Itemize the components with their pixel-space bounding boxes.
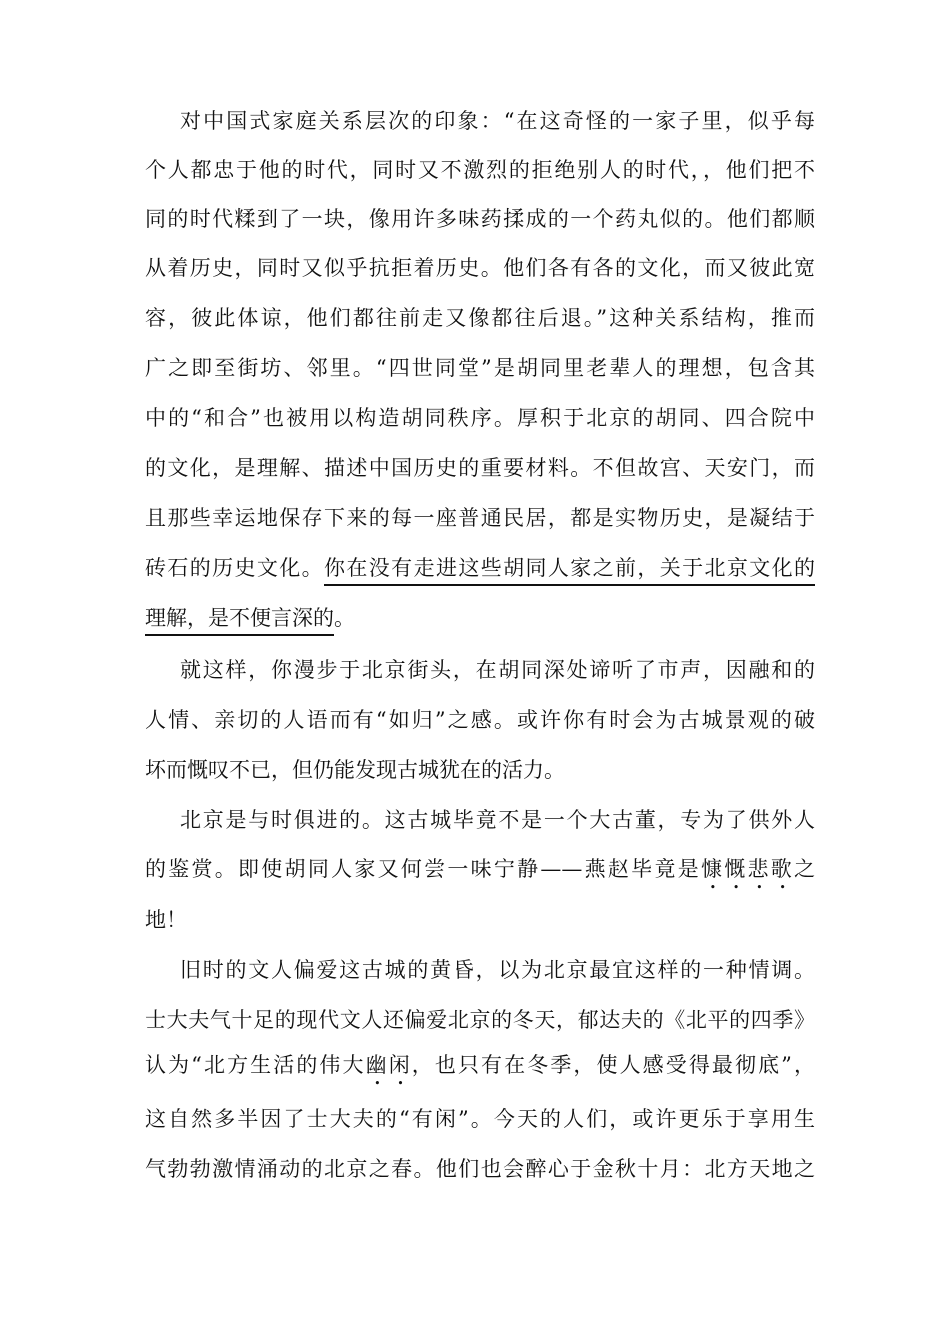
paragraph-3-line-2 <box>145 854 815 890</box>
paragraph-3-line-1: 北京是与时俱进的。这古城毕竟不是一个大古董，专为了供外人 <box>180 808 815 832</box>
paragraph-4-line-1: 旧时的文人偏爱这古城的黄昏，以为北京最宜这样的一种情调。 <box>180 958 815 982</box>
paragraph-1-line-2: 个人都忠于他的时代，同时又不激烈的拒绝别人的时代，，他们把不 <box>145 158 815 182</box>
paragraph-1-line-7: 中的“和合”也被用以构造胡同秩序。厚积于北京的胡同、四合院中 <box>145 406 815 430</box>
paragraph-1-line-9: 且那些幸运地保存下来的每一座普通民居，都是实物历史，是凝结于 <box>145 506 815 530</box>
paragraph-1-line-6: 广之即至街坊、邻里。“四世同堂”是胡同里老辈人的理想，包含其 <box>145 356 815 380</box>
line-3-part-a: 认为“北方生活的伟大 <box>145 1053 366 1077</box>
paragraph-2-line-2: 人情、亲切的人语而有“如归”之感。或许你有时会为古城景观的破 <box>145 708 815 732</box>
line-2-end: 之 <box>794 857 815 881</box>
line-2-plain-text: 的鉴赏。即使胡同人家又何尝一味宁静——燕赵毕竟是 <box>145 857 701 881</box>
paragraph-1-line-10 <box>145 553 815 589</box>
paragraph-1-line-4: 从着历史，同时又似乎抗拒着历史。他们各有各的文化，而又彼此宽 <box>145 256 815 280</box>
emphasized-phrase-dotted: 慷慨悲歌 <box>700 857 795 881</box>
line-11-end: 。 <box>334 606 355 630</box>
paragraph-3-line-3: 地！ <box>145 908 187 932</box>
underlined-sentence-part-1: 你在没有走进这些胡同人家之前，关于北京文化的 <box>324 556 815 586</box>
paragraph-1-line-1: 对中国式家庭关系层次的印象：“在这奇怪的一家子里，似乎每 <box>180 109 815 133</box>
paragraph-1-line-11 <box>145 603 815 639</box>
line-10-plain-text: 砖石的历史文化。 <box>145 556 325 580</box>
emphasized-word-dotted: 幽闲 <box>365 1053 412 1077</box>
paragraph-1-line-3: 同的时代糅到了一块，像用许多味药揉成的一个药丸似的。他们都顺 <box>145 207 815 231</box>
paragraph-1-line-5: 容，彼此体谅，他们都往前走又像都往后退。”这种关系结构，推而 <box>145 306 815 330</box>
paragraph-1-line-8: 的文化，是理解、描述中国历史的重要材料。不但故宫、天安门，而 <box>145 456 815 480</box>
paragraph-4-line-5: 气勃勃激情涌动的北京之春。他们也会醉心于金秋十月：北方天地之 <box>145 1157 815 1181</box>
paragraph-4-line-2: 士大夫气十足的现代文人还偏爱北京的冬天，郁达夫的《北平的四季》 <box>145 1008 815 1032</box>
paragraph-4-line-4: 这自然多半因了士大夫的“有闲”。今天的人们，或许更乐于享用生 <box>145 1107 815 1131</box>
underlined-sentence-part-2: 理解，是不便言深的 <box>145 606 334 636</box>
paragraph-2-line-3: 坏而慨叹不已，但仍能发现古城犹在的活力。 <box>145 758 565 782</box>
paragraph-4-line-3 <box>145 1050 815 1086</box>
line-3-part-b: ，也只有在冬季，使人感受得最彻底”， <box>411 1053 815 1077</box>
paragraph-2-line-1: 就这样，你漫步于北京街头，在胡同深处谛听了市声，因融和的 <box>180 658 815 682</box>
